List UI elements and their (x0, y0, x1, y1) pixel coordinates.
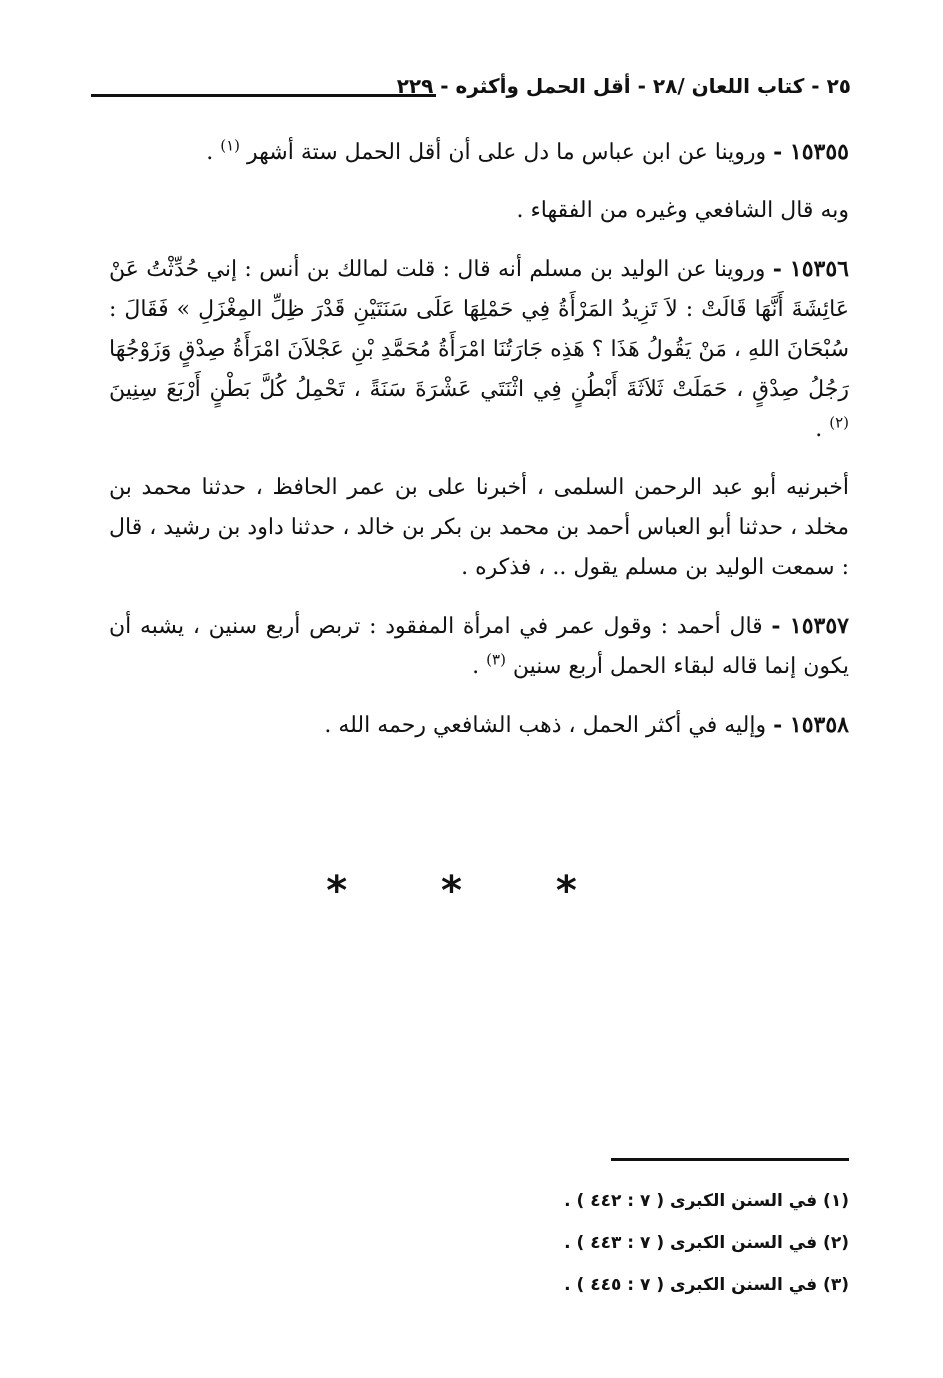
running-header (91, 72, 851, 106)
header-rule (91, 94, 436, 97)
paragraph-15355 (109, 132, 849, 173)
paragraph-shafii (109, 191, 849, 231)
paragraph-number: ١٥٣٥٥ - (773, 139, 849, 165)
footnote-1: (١) في السنن الكبرى ( ٧ : ٤٤٢ ) . (564, 1191, 849, 1211)
paragraph-tail: . (206, 140, 221, 165)
paragraph-number: ١٥٣٥٧ - (771, 613, 849, 639)
paragraph-text: وبه قال الشافعي وغيره من الفقهاء . (516, 198, 849, 223)
paragraph-number: ١٥٣٥٨ - (773, 712, 849, 738)
paragraph-text: قال أحمد : وقول عمر في امرأة المفقود : تربص أربع سنين ، يشبه أن يكون إنما قاله لبقاء الحمل أربع سنين (109, 614, 849, 679)
paragraph-tail: . (815, 417, 830, 442)
paragraph-number: ١٥٣٥٦ - (772, 256, 849, 282)
header-title: ٢٥ - كتاب اللعان /٢٨ - أقل الحمل وأكثره - ٢٢٩ (396, 74, 851, 98)
section-separator: * * * (326, 868, 617, 914)
footnote-2: (٢) في السنن الكبرى ( ٧ : ٤٤٣ ) . (564, 1233, 849, 1253)
paragraph-15357 (109, 606, 849, 687)
paragraph-text: أخبرنيه أبو عبد الرحمن السلمى ، أخبرنا على بن عمر الحافظ ، حدثنا محمد بن مخلد ، حدثنا أبو العباس أحمد بن محمد بن بكر بن خالد ، حدثنا داود بن رشيد ، قال : سمعت الوليد بن مسلم يقول .. ، فذكره . (109, 475, 849, 580)
main-text (109, 132, 849, 764)
paragraph-text: وإليه في أكثر الحمل ، ذهب الشافعي رحمه الله . (324, 713, 767, 738)
paragraph-text: وروينا عن ابن عباس ما دل على أن أقل الحمل ستة أشهر (247, 140, 767, 165)
paragraph-tail: . (472, 654, 487, 679)
footnote-ref: (٢) (829, 413, 849, 432)
footnotes (449, 1180, 849, 1306)
paragraph-isnad (109, 468, 849, 588)
paragraph-15358 (109, 705, 849, 746)
paragraph-text: وروينا عن الوليد بن مسلم أنه قال : قلت لمالك بن أنس : إني حُدِّثْتُ عَنْ عَائِشَةَ أَنَّهَا قَالَتْ : لاَ تَزِيدُ المَرْأَةُ فِي حَمْلِهَا عَلَى سَنَتَيْنِ قَدْرَ ظِلِّ المِغْزَلِ » فَقَالَ : سُبْحَانَ اللهِ ، مَنْ يَقُولُ هَذَا ؟ هَذِه جَارَتُنَا امْرَأَةُ مُحَمَّدِ بْنِ عَجْلاَنَ امْرَأَةُ صِدْقٍ وَزَوْجُهَا رَجُلُ صِدْقٍ ، حَمَلَتْ ثَلاَثَةَ أَبْطُنٍ فِي اثْنَتَي عَشْرَةَ سَنَةً ، تَحْمِلُ كُلَّ بَطْنٍ أَرْبَعَ سِنِينَ (109, 257, 849, 402)
footnote-3: (٣) في السنن الكبرى ( ٧ : ٤٤٥ ) . (564, 1275, 849, 1295)
footnote-ref: (١) (220, 136, 240, 155)
footnote-rule (611, 1158, 849, 1161)
footnote-ref: (٣) (486, 650, 506, 669)
paragraph-15356 (109, 249, 849, 450)
